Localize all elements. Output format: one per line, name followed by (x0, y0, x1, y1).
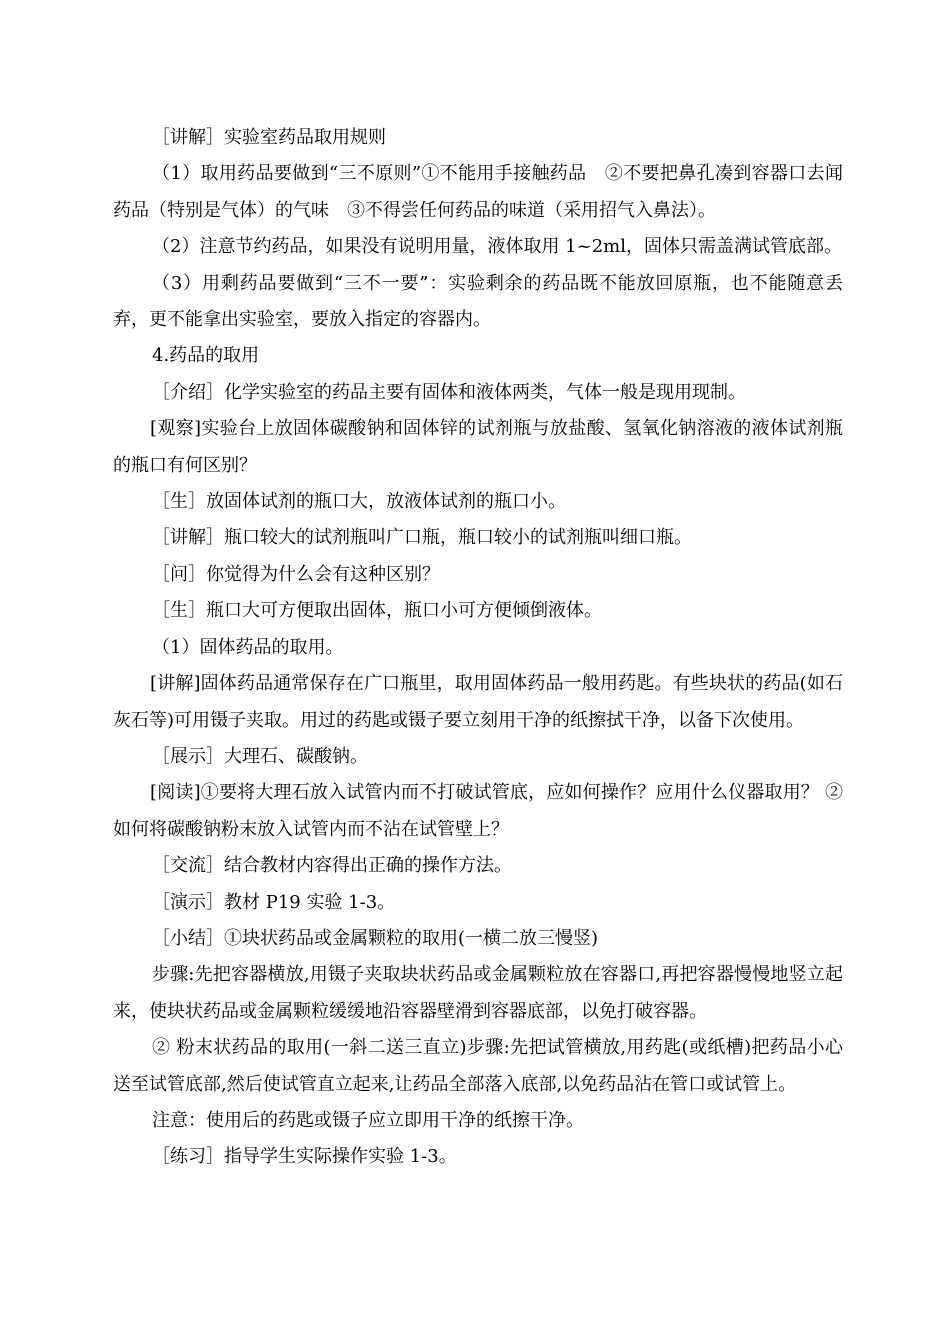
paragraph-demonstration: ［演示］教材 P19 实验 1-3。 (152, 891, 396, 913)
paragraph-question: ［问］你觉得为什么会有这种区别？ (152, 563, 440, 585)
paragraph-explain-solid: [讲解]固体药品通常保存在广口瓶里，取用固体药品一般用药匙。有些块状的药品(如石灰石等)可用镊子夹取。用过的药匙或镊子要立刻用干净的纸擦拭干净，以备下次使用。 (113, 673, 843, 731)
paragraph-display: ［展示］大理石、碳酸钠。 (152, 745, 368, 767)
paragraph-introduction: ［介绍］化学实验室的药品主要有固体和液体两类，气体一般是现用现制。 (152, 381, 746, 403)
paragraph-student-answer-2: ［生］瓶口大可方便取出固体，瓶口小可方便倾倒液体。 (152, 600, 602, 622)
paragraph-observe: [观察]实验台上放固体碳酸钠和固体锌的试剂瓶与放盐酸、氢氧化钠溶液的液体试剂瓶的瓶口有何区别？ (113, 418, 843, 476)
document-body (113, 120, 843, 1176)
paragraph-leftover-reagents: （3）用剩药品要做到“三不一要”：实验剩余的药品既不能放回原瓶，也不能随意丢弃，更不能拿出实验室，要放入指定的容器内。 (113, 272, 843, 331)
paragraph-practice: ［练习］指导学生实际操作实验 1-3。 (152, 1146, 457, 1168)
paragraph-explain-rules: ［讲解］实验室药品取用规则 (152, 127, 386, 148)
paragraph-summary: ［小结］①块状药品或金属颗粒的取用(一横二放三慢竖) (152, 927, 599, 949)
paragraph-steps-powder: ② 粉末状药品的取用(一斜二送三直立)步骤:先把试管横放,用药匙(或纸槽)把药品小心送至试管底部,然后使试管直立起来,让药品全部落入底部,以免药品沾在管口或试管上。 (113, 1037, 843, 1095)
paragraph-save-reagents: （2）注意节约药品，如果没有说明用量，液体取用 1~2ml，固体只需盖满试管底部。 (152, 236, 842, 258)
section-heading-reagent-taking: 4.药品的取用 (152, 345, 260, 367)
paragraph-explain-bottles: ［讲解］瓶口较大的试剂瓶叫广口瓶，瓶口较小的试剂瓶叫细口瓶。 (152, 527, 692, 549)
paragraph-steps-lumps: 步骤:先把容器横放,用镊子夹取块状药品或金属颗粒放在容器口,再把容器慢慢地竖立起来，使块状药品或金属颗粒缓缓地沿容器壁滑到容器底部，以免打破容器。 (113, 964, 843, 1022)
paragraph-exchange: ［交流］结合教材内容得出正确的操作方法。 (152, 855, 512, 877)
paragraph-three-no-principle: （1）取用药品要做到“三不原则”①不能用手接触药品 ②不要把鼻孔凑到容器口去闻药品（特别是气体）的气味 ③不得尝任何药品的味道（采用招气入鼻法）。 (113, 163, 843, 221)
paragraph-student-answer-1: ［生］放固体试剂的瓶口大，放液体试剂的瓶口小。 (152, 491, 566, 513)
subheading-solid-reagents: （1）固体药品的取用。 (152, 636, 344, 658)
paragraph-note: 注意：使用后的药匙或镊子应立即用干净的纸擦干净。 (152, 1109, 584, 1131)
paragraph-reading: [阅读]①要将大理石放入试管内而不打破试管底，应如何操作？应用什么仪器取用？ ②如何将碳酸钠粉末放入试管内而不沾在试管壁上？ (113, 782, 843, 840)
